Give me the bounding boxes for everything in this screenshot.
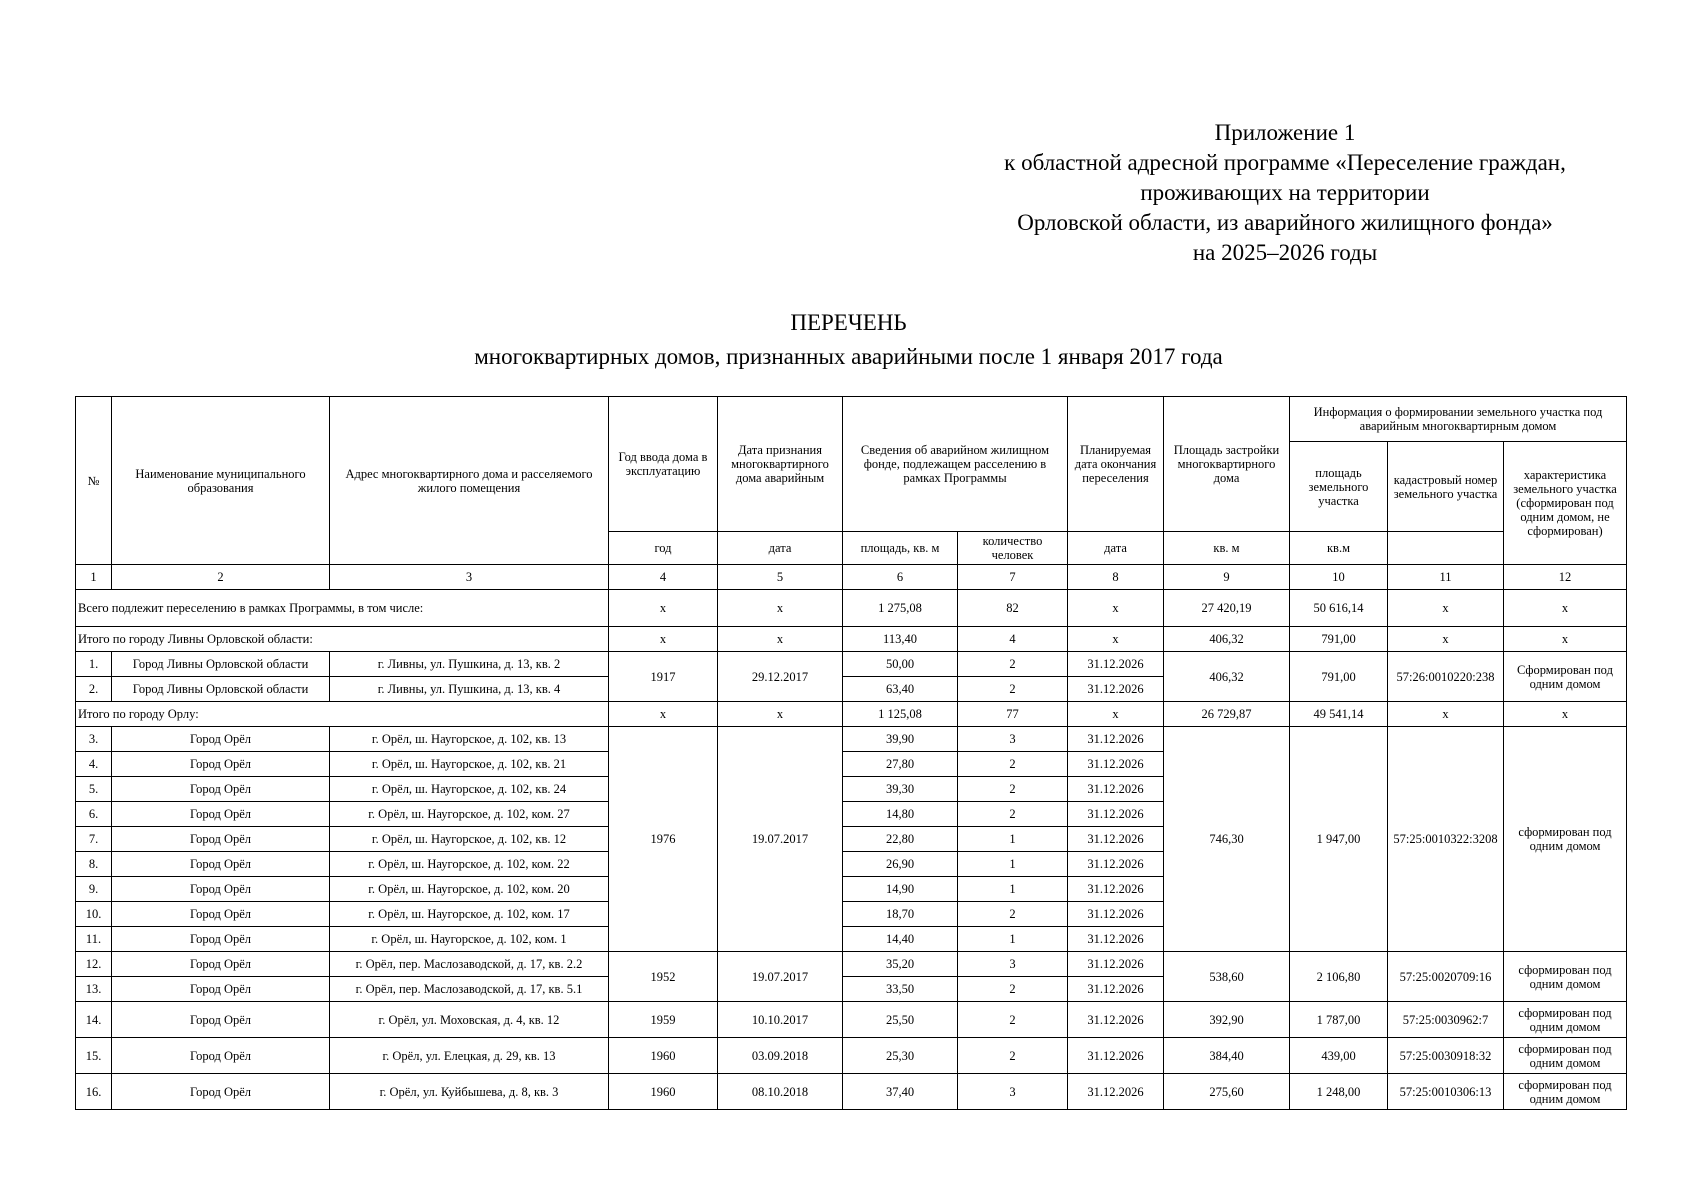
row-address: г. Орёл, ш. Наугорское, д. 102, ком. 1 [330, 927, 609, 952]
row-planned: 31.12.2026 [1068, 877, 1164, 902]
row-cadastral: 57:25:0010306:13 [1388, 1074, 1504, 1110]
appendix-line: проживающих на территории [1140, 180, 1430, 205]
unit-year: год [609, 532, 718, 565]
row-address: г. Орёл, ш. Наугорское, д. 102, ком. 17 [330, 902, 609, 927]
row-num: 3. [76, 727, 112, 752]
column-number-cell: 5 [718, 565, 843, 590]
row-area: 35,20 [843, 952, 958, 977]
livny-label: Итого по городу Ливны Орловской области: [76, 627, 609, 652]
row-address: г. Орёл, ш. Наугорское, д. 102, кв. 12 [330, 827, 609, 852]
total-year: x [609, 590, 718, 627]
header-year: Год ввода дома в эксплуатацию [609, 397, 718, 532]
header-planned-date: Планируемая дата окончания переселения [1068, 397, 1164, 532]
row-municipality: Город Орёл [112, 952, 330, 977]
total-row [76, 590, 1627, 627]
column-number-cell: 7 [958, 565, 1068, 590]
header-land-info: Информация о формировании земельного участка под аварийным многоквартирным домом [1290, 397, 1627, 442]
row-area: 14,80 [843, 802, 958, 827]
row-area: 18,70 [843, 902, 958, 927]
header-land-char: характеристика земельного участка (сформирован под одним домом, не сформирован) [1504, 442, 1627, 565]
column-number-cell: 11 [1388, 565, 1504, 590]
row-area: 33,50 [843, 977, 958, 1002]
row-num: 10. [76, 902, 112, 927]
unit-date2: дата [1068, 532, 1164, 565]
livny-subtotal-row [76, 627, 1627, 652]
total-label: Всего подлежит переселению в рамках Программы, в том числе: [76, 590, 609, 627]
livny-land-char: x [1504, 627, 1627, 652]
row-address: г. Орёл, ш. Наугорское, д. 102, кв. 13 [330, 727, 609, 752]
row-cadastral: 57:25:0030918:32 [1388, 1038, 1504, 1074]
row-address: г. Орёл, ш. Наугорское, д. 102, ком. 27 [330, 802, 609, 827]
livny-date: x [718, 627, 843, 652]
orel-cadastral: x [1388, 702, 1504, 727]
row-planned: 31.12.2026 [1068, 1002, 1164, 1038]
row-municipality: Город Орёл [112, 727, 330, 752]
group-date: 29.12.2017 [718, 652, 843, 702]
group-year: 1917 [609, 652, 718, 702]
row-address: г. Орёл, ш. Наугорское, д. 102, кв. 24 [330, 777, 609, 802]
row-planned: 31.12.2026 [1068, 952, 1164, 977]
group-date: 19.07.2017 [718, 727, 843, 952]
row-people: 1 [958, 852, 1068, 877]
row-num: 5. [76, 777, 112, 802]
group-year: 1976 [609, 727, 718, 952]
housing-table [75, 396, 1627, 1110]
row-people: 2 [958, 1002, 1068, 1038]
livny-planned: x [1068, 627, 1164, 652]
column-number-cell: 3 [330, 565, 609, 590]
column-number-cell: 6 [843, 565, 958, 590]
unit-date: дата [718, 532, 843, 565]
header-building-area: Площадь застройки многоквартирного дома [1164, 397, 1290, 532]
orel-land-area: 49 541,14 [1290, 702, 1388, 727]
row-municipality: Город Орёл [112, 877, 330, 902]
row-municipality: Город Орёл [112, 1074, 330, 1110]
column-number-cell: 10 [1290, 565, 1388, 590]
row-people: 1 [958, 877, 1068, 902]
appendix-line: Приложение 1 [1214, 120, 1356, 145]
column-number-cell: 12 [1504, 565, 1627, 590]
row-area: 39,90 [843, 727, 958, 752]
row-municipality: Город Ливны Орловской области [112, 652, 330, 677]
row-planned: 31.12.2026 [1068, 927, 1164, 952]
row-municipality: Город Орёл [112, 977, 330, 1002]
group-building-area: 746,30 [1164, 727, 1290, 952]
row-planned: 31.12.2026 [1068, 852, 1164, 877]
row-land-char: сформирован под одним домом [1504, 1002, 1627, 1038]
livny-cadastral: x [1388, 627, 1504, 652]
livny-year: x [609, 627, 718, 652]
appendix-line: к областной адресной программе «Переселение граждан, [1004, 150, 1566, 175]
row-area: 37,40 [843, 1074, 958, 1110]
row-num: 6. [76, 802, 112, 827]
column-number-cell: 2 [112, 565, 330, 590]
row-building-area: 275,60 [1164, 1074, 1290, 1110]
table-row [76, 952, 1627, 977]
row-planned: 31.12.2026 [1068, 1038, 1164, 1074]
row-num: 4. [76, 752, 112, 777]
table-row [76, 1002, 1627, 1038]
orel-planned: x [1068, 702, 1164, 727]
row-area: 14,90 [843, 877, 958, 902]
row-people: 2 [958, 752, 1068, 777]
orel-subtotal-row [76, 702, 1627, 727]
appendix-line: Орловской области, из аварийного жилищного фонда» [1017, 210, 1553, 235]
unit-sqm2: кв.м [1290, 532, 1388, 565]
column-number-cell: 9 [1164, 565, 1290, 590]
group-land-area: 791,00 [1290, 652, 1388, 702]
row-date: 08.10.2018 [718, 1074, 843, 1110]
group-building-area: 538,60 [1164, 952, 1290, 1002]
orel-label: Итого по городу Орлу: [76, 702, 609, 727]
row-municipality: Город Орёл [112, 802, 330, 827]
unit-area: площадь, кв. м [843, 532, 958, 565]
unit-people: количество человек [958, 532, 1068, 565]
row-date: 10.10.2017 [718, 1002, 843, 1038]
column-number-cell: 1 [76, 565, 112, 590]
group-cadastral: 57:25:0020709:16 [1388, 952, 1504, 1002]
row-municipality: Город Орёл [112, 1038, 330, 1074]
row-planned: 31.12.2026 [1068, 652, 1164, 677]
row-area: 27,80 [843, 752, 958, 777]
row-num: 13. [76, 977, 112, 1002]
row-area: 25,30 [843, 1038, 958, 1074]
title-heading: ПЕРЕЧЕНЬ [790, 310, 907, 335]
row-building-area: 384,40 [1164, 1038, 1290, 1074]
row-people: 3 [958, 1074, 1068, 1110]
table-row [76, 1074, 1627, 1110]
row-cadastral: 57:25:0030962:7 [1388, 1002, 1504, 1038]
row-people: 2 [958, 652, 1068, 677]
row-people: 2 [958, 802, 1068, 827]
header-emergency-info: Сведения об аварийном жилищном фонде, подлежащем расселению в рамках Программы [843, 397, 1068, 532]
row-municipality: Город Орёл [112, 1002, 330, 1038]
orel-area: 1 125,08 [843, 702, 958, 727]
column-number-cell: 4 [609, 565, 718, 590]
column-number-cell: 8 [1068, 565, 1164, 590]
group-cadastral: 57:26:0010220:238 [1388, 652, 1504, 702]
row-municipality: Город Орёл [112, 852, 330, 877]
row-num: 11. [76, 927, 112, 952]
row-area: 50,00 [843, 652, 958, 677]
row-address: г. Орёл, ул. Куйбышева, д. 8, кв. 3 [330, 1074, 609, 1110]
row-address: г. Ливны, ул. Пушкина, д. 13, кв. 4 [330, 677, 609, 702]
row-municipality: Город Ливны Орловской области [112, 677, 330, 702]
row-address: г. Орёл, ш. Наугорское, д. 102, ком. 22 [330, 852, 609, 877]
row-people: 2 [958, 902, 1068, 927]
unit-sqm: кв. м [1164, 532, 1290, 565]
orel-land-char: x [1504, 702, 1627, 727]
row-num: 15. [76, 1038, 112, 1074]
row-area: 25,50 [843, 1002, 958, 1038]
row-date: 03.09.2018 [718, 1038, 843, 1074]
row-address: г. Ливны, ул. Пушкина, д. 13, кв. 2 [330, 652, 609, 677]
row-people: 2 [958, 677, 1068, 702]
group-land-char: сформирован под одним домом [1504, 727, 1627, 952]
total-building-area: 27 420,19 [1164, 590, 1290, 627]
header-num: № [76, 397, 112, 565]
row-area: 26,90 [843, 852, 958, 877]
row-address: г. Орёл, ш. Наугорское, д. 102, ком. 20 [330, 877, 609, 902]
row-address: г. Орёл, ш. Наугорское, д. 102, кв. 21 [330, 752, 609, 777]
row-land-char: сформирован под одним домом [1504, 1074, 1627, 1110]
row-num: 7. [76, 827, 112, 852]
row-people: 2 [958, 977, 1068, 1002]
total-area: 1 275,08 [843, 590, 958, 627]
group-year: 1952 [609, 952, 718, 1002]
table-row [76, 652, 1627, 677]
group-building-area: 406,32 [1164, 652, 1290, 702]
row-address: г. Орёл, ул. Елецкая, д. 29, кв. 13 [330, 1038, 609, 1074]
total-people: 82 [958, 590, 1068, 627]
row-num: 12. [76, 952, 112, 977]
appendix-block [960, 118, 1610, 268]
total-date: x [718, 590, 843, 627]
orel-date: x [718, 702, 843, 727]
header-land-area: площадь земельного участка [1290, 442, 1388, 532]
header-cadastral: кадастровый номер земельного участка [1388, 442, 1504, 532]
row-people: 3 [958, 952, 1068, 977]
row-land-area: 1 787,00 [1290, 1002, 1388, 1038]
group-land-char: Сформирован под одним домом [1504, 652, 1627, 702]
row-land-char: сформирован под одним домом [1504, 1038, 1627, 1074]
row-building-area: 392,90 [1164, 1002, 1290, 1038]
row-planned: 31.12.2026 [1068, 902, 1164, 927]
livny-area: 113,40 [843, 627, 958, 652]
header-date-recognized: Дата признания многоквартирного дома аварийным [718, 397, 843, 532]
row-people: 1 [958, 827, 1068, 852]
row-land-area: 439,00 [1290, 1038, 1388, 1074]
row-year: 1960 [609, 1038, 718, 1074]
row-planned: 31.12.2026 [1068, 802, 1164, 827]
header-municipality: Наименование муниципального образования [112, 397, 330, 565]
row-area: 63,40 [843, 677, 958, 702]
table-row [76, 727, 1627, 752]
row-municipality: Город Орёл [112, 777, 330, 802]
appendix-line: на 2025–2026 годы [1192, 240, 1378, 265]
row-people: 3 [958, 727, 1068, 752]
row-people: 1 [958, 927, 1068, 952]
group-land-char: сформирован под одним домом [1504, 952, 1627, 1002]
livny-people: 4 [958, 627, 1068, 652]
row-planned: 31.12.2026 [1068, 1074, 1164, 1110]
row-municipality: Город Орёл [112, 827, 330, 852]
livny-land-area: 791,00 [1290, 627, 1388, 652]
group-land-area: 1 947,00 [1290, 727, 1388, 952]
row-planned: 31.12.2026 [1068, 977, 1164, 1002]
row-year: 1959 [609, 1002, 718, 1038]
document-title [0, 306, 1697, 374]
row-land-area: 1 248,00 [1290, 1074, 1388, 1110]
row-planned: 31.12.2026 [1068, 727, 1164, 752]
orel-people: 77 [958, 702, 1068, 727]
row-area: 22,80 [843, 827, 958, 852]
total-land-char: x [1504, 590, 1627, 627]
row-address: г. Орёл, ул. Моховская, д. 4, кв. 12 [330, 1002, 609, 1038]
row-address: г. Орёл, пер. Маслозаводской, д. 17, кв. 2.2 [330, 952, 609, 977]
row-municipality: Город Орёл [112, 752, 330, 777]
row-planned: 31.12.2026 [1068, 777, 1164, 802]
header-address: Адрес многоквартирного дома и расселяемого жилого помещения [330, 397, 609, 565]
row-area: 14,40 [843, 927, 958, 952]
row-num: 2. [76, 677, 112, 702]
row-planned: 31.12.2026 [1068, 752, 1164, 777]
row-num: 16. [76, 1074, 112, 1110]
row-num: 9. [76, 877, 112, 902]
total-planned: x [1068, 590, 1164, 627]
orel-building-area: 26 729,87 [1164, 702, 1290, 727]
row-planned: 31.12.2026 [1068, 827, 1164, 852]
row-municipality: Город Орёл [112, 902, 330, 927]
livny-building-area: 406,32 [1164, 627, 1290, 652]
row-people: 2 [958, 1038, 1068, 1074]
table-row [76, 1038, 1627, 1074]
column-numbers-row [76, 565, 1627, 590]
group-cadastral: 57:25:0010322:3208 [1388, 727, 1504, 952]
row-num: 8. [76, 852, 112, 877]
total-cadastral: x [1388, 590, 1504, 627]
orel-year: x [609, 702, 718, 727]
total-land-area: 50 616,14 [1290, 590, 1388, 627]
row-year: 1960 [609, 1074, 718, 1110]
row-num: 14. [76, 1002, 112, 1038]
group-date: 19.07.2017 [718, 952, 843, 1002]
title-subheading: многоквартирных домов, признанных аварийными после 1 января 2017 года [474, 344, 1223, 369]
row-people: 2 [958, 777, 1068, 802]
row-municipality: Город Орёл [112, 927, 330, 952]
row-planned: 31.12.2026 [1068, 677, 1164, 702]
row-area: 39,30 [843, 777, 958, 802]
row-address: г. Орёл, пер. Маслозаводской, д. 17, кв. 5.1 [330, 977, 609, 1002]
row-num: 1. [76, 652, 112, 677]
group-land-area: 2 106,80 [1290, 952, 1388, 1002]
